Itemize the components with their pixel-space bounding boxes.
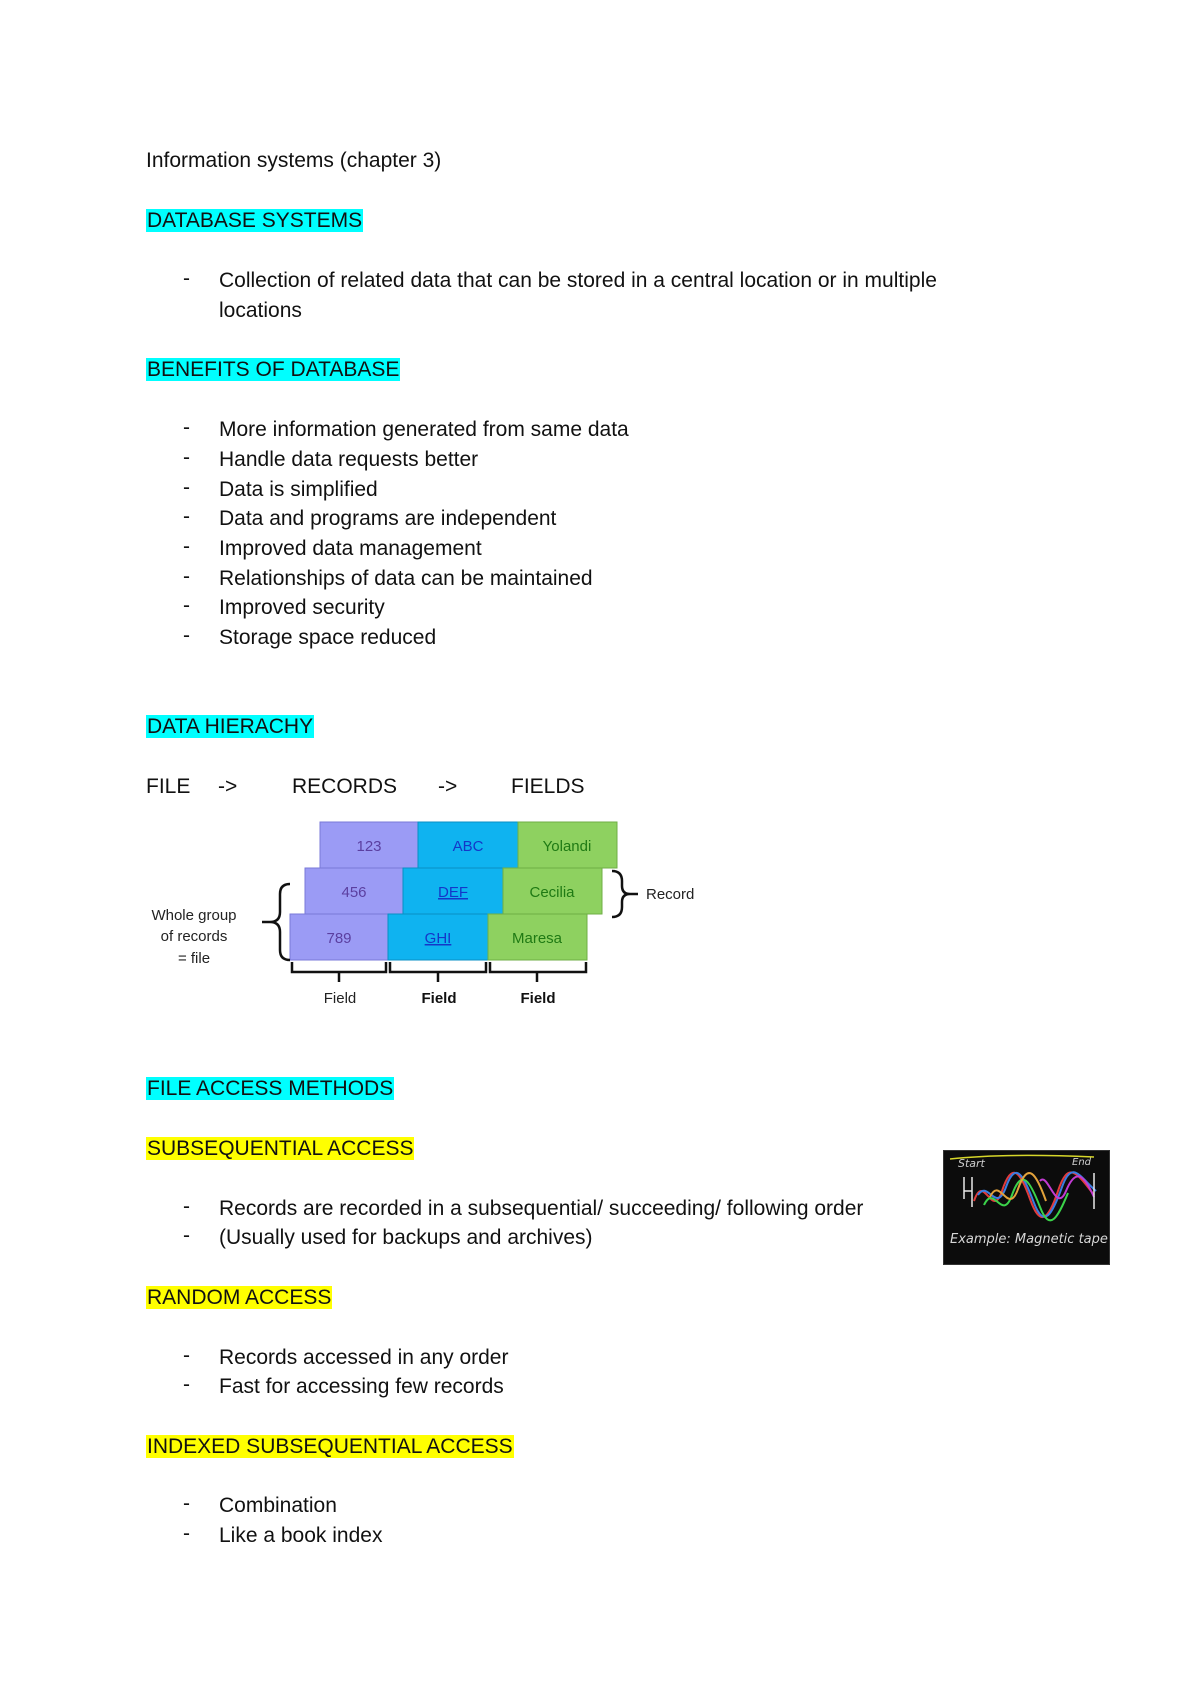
list-item: Records are recorded in a subsequential/ succeeding/ following order [219,1197,864,1220]
cell-text: 123 [356,838,382,855]
list-item: Relationships of data can be maintained [219,567,593,590]
file-label-line: of records [160,928,228,945]
cell-text: DEF [438,884,468,901]
heading-benefits: BENEFITS OF DATABASE [147,358,400,381]
file-brace [270,884,290,960]
list-item: Records accessed in any order [219,1346,509,1369]
flow-arrow: -> [218,775,238,798]
heading-subsequential-access: SUBSEQUENTIAL ACCESS [147,1137,414,1160]
bullet-dash: - [183,476,190,499]
bullet-dash: - [183,1224,190,1247]
flow-arrow: -> [438,775,458,798]
list-item: locations [219,299,302,322]
bullet-dash: - [183,624,190,647]
list-item: Data is simplified [219,478,378,501]
field-brace [490,962,586,972]
field-label: Field [323,990,357,1007]
heading-random-access: RANDOM ACCESS [147,1286,332,1309]
record-label: Record [646,886,695,903]
list-item: Combination [219,1494,337,1517]
heading-database-systems: DATABASE SYSTEMS [147,209,363,232]
list-item: Collection of related data that can be stored in a central location or in multiple [219,269,937,292]
list-item: Data and programs are independent [219,507,557,530]
file-label-line: = file [177,950,211,967]
cell-text: 789 [326,930,352,947]
cell-text: Maresa [511,930,563,947]
list-item: More information generated from same data [219,418,629,441]
list-item: Handle data requests better [219,448,479,471]
flow-file: FILE [146,775,191,798]
bullet-dash: - [183,446,190,469]
record-brace [612,871,630,917]
cell-text: Yolandi [542,838,592,855]
photo-start-label: Start [958,1157,985,1170]
bullet-dash: - [183,1373,190,1396]
field-label: Field [520,990,556,1007]
field-label: Field [421,990,457,1007]
heading-data-hierarchy: DATA HIERACHY [147,715,314,738]
flow-fields: FIELDS [511,775,585,798]
bullet-dash: - [183,565,190,588]
bullet-dash: - [183,594,190,617]
bullet-dash: - [183,1522,190,1545]
bullet-dash: - [183,416,190,439]
bullet-dash: - [183,1492,190,1515]
bullet-dash: - [183,1195,190,1218]
magnetic-tape-sketch [944,1151,1109,1264]
bullet-dash: - [183,1344,190,1367]
cell-text: ABC [452,838,484,855]
field-brace [390,962,486,972]
page-title: Information systems (chapter 3) [146,149,442,172]
bullet-dash: - [183,505,190,528]
list-item: Fast for accessing few records [219,1375,504,1398]
file-label-line: Whole group [151,907,237,924]
cell-text: GHI [424,930,452,947]
list-item: (Usually used for backups and archives) [219,1226,593,1249]
magnetic-tape-photo [943,1150,1110,1265]
list-item: Like a book index [219,1524,383,1547]
heading-file-access-methods: FILE ACCESS METHODS [147,1077,394,1100]
photo-caption: Example: Magnetic tape [950,1232,1108,1247]
heading-indexed-subsequential-access: INDEXED SUBSEQUENTIAL ACCESS [147,1435,513,1458]
flow-records: RECORDS [292,775,398,798]
bullet-dash: - [183,535,190,558]
photo-end-label: End [1072,1157,1092,1168]
cell-text: Cecilia [529,884,575,901]
cell-text: 456 [341,884,367,901]
field-brace [292,962,386,972]
list-item: Improved data management [219,537,482,560]
bullet-dash: - [183,267,190,290]
list-item: Storage space reduced [219,626,437,649]
list-item: Improved security [219,596,385,619]
